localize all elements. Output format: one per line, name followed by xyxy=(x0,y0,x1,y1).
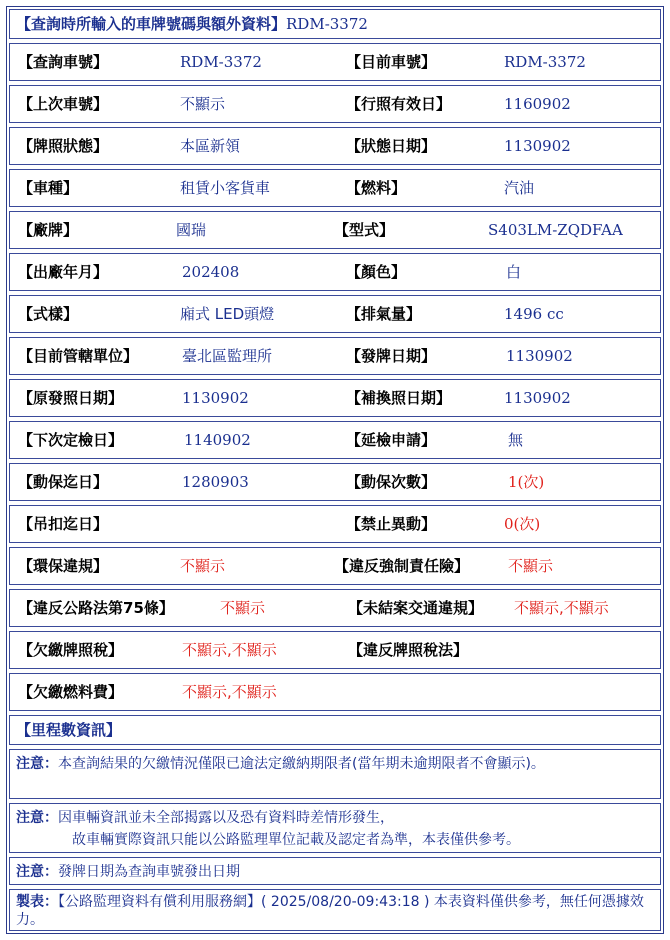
row-original-license-date xyxy=(9,379,661,417)
value-license-valid-date: 1160902 xyxy=(504,95,571,113)
value-transfer-ban: 0(次) xyxy=(504,515,541,533)
value-reissue-date: 1130902 xyxy=(504,389,571,407)
label-original-license-date: 【原發照日期】 xyxy=(18,389,124,407)
row-next-inspection xyxy=(9,421,661,459)
row-movable-security xyxy=(9,463,661,501)
note-data-disclaimer xyxy=(9,803,661,853)
label-manufacture-date: 【出廠年月】 xyxy=(18,263,109,281)
label-query-plate: 【查詢車號】 xyxy=(18,53,109,71)
value-jurisdiction: 臺北區監理所 xyxy=(182,347,273,365)
note-disclaimer-line1: 因車輛資訊並未全部揭露以及恐有資料時差情形發生， xyxy=(58,810,394,826)
value-color: 白 xyxy=(506,263,522,281)
row-jurisdiction xyxy=(9,337,661,375)
label-body-style: 【式樣】 xyxy=(18,305,79,323)
value-next-inspection: 1140902 xyxy=(184,431,251,449)
value-plate-status: 本區新領 xyxy=(180,137,241,155)
value-query-plate: RDM-3372 xyxy=(180,53,262,71)
row-suspension xyxy=(9,505,661,543)
note-issue-date xyxy=(9,857,661,885)
value-fuel-fee-arrears: 不顯示,不顯示 xyxy=(182,683,277,701)
note-issue-date-text: 發牌日期為查詢車號發出日期 xyxy=(58,864,240,880)
row-vehicle-type xyxy=(9,169,661,207)
value-env-violation: 不顯示 xyxy=(180,557,226,575)
label-inspection-deferral: 【延檢申請】 xyxy=(346,431,437,449)
row-fuel-fee-arrears xyxy=(9,673,661,711)
note-disclaimer-key: 注意： xyxy=(16,810,58,826)
label-jurisdiction: 【目前管轄單位】 xyxy=(18,347,139,365)
label-brand: 【廠牌】 xyxy=(18,221,79,239)
row-plate-status xyxy=(9,127,661,165)
value-current-plate: RDM-3372 xyxy=(504,53,586,71)
label-model: 【型式】 xyxy=(334,221,395,239)
value-status-date: 1130902 xyxy=(504,137,571,155)
label-open-traffic-violations: 【未結案交通違規】 xyxy=(348,599,484,617)
row-manufacture-date xyxy=(9,253,661,291)
label-previous-plate: 【上次車號】 xyxy=(18,95,109,113)
value-brand: 國瑞 xyxy=(176,221,207,239)
label-next-inspection: 【下次定檢日】 xyxy=(18,431,124,449)
label-license-tax-violation: 【違反牌照稅法】 xyxy=(348,641,469,659)
row-brand xyxy=(9,211,661,249)
label-status-date: 【狀態日期】 xyxy=(346,137,437,155)
note-arrears xyxy=(9,749,661,799)
note-issue-date-key: 注意： xyxy=(16,864,58,880)
note-disclaimer-line2: 故車輛實際資訊只能以公路監理單位記載及認定者為準，本表僅供參考。 xyxy=(72,832,520,848)
report-title-label: 【查詢時所輸入的車牌號碼與額外資料】 xyxy=(16,15,287,33)
value-movable-security-end: 1280903 xyxy=(182,473,249,491)
row-previous-plate xyxy=(9,85,661,123)
mileage-section-header: 【里程數資訊】 xyxy=(9,715,661,745)
value-previous-plate: 不顯示 xyxy=(180,95,226,113)
label-env-violation: 【環保違規】 xyxy=(18,557,109,575)
label-displacement: 【排氣量】 xyxy=(346,305,422,323)
label-plate-status: 【牌照狀態】 xyxy=(18,137,109,155)
label-movable-security-count: 【動保次數】 xyxy=(346,473,437,491)
footer-key: 製表： xyxy=(16,894,58,910)
note-arrears-key: 注意： xyxy=(16,756,58,772)
row-highway-act-violation xyxy=(9,589,661,627)
vehicle-report-frame xyxy=(6,6,664,934)
label-compulsory-insurance-violation: 【違反強制責任險】 xyxy=(334,557,470,575)
value-issue-date: 1130902 xyxy=(506,347,573,365)
row-license-tax-arrears xyxy=(9,631,661,669)
value-displacement: 1496 cc xyxy=(504,305,564,323)
value-inspection-deferral: 無 xyxy=(508,431,524,449)
label-movable-security-end: 【動保迄日】 xyxy=(18,473,109,491)
report-title-plate: RDM-3372 xyxy=(286,15,368,33)
label-highway-act-violation: 【違反公路法第75條】 xyxy=(18,599,174,617)
label-reissue-date: 【補換照日期】 xyxy=(346,389,452,407)
value-manufacture-date: 202408 xyxy=(182,263,240,281)
value-model: S403LM-ZQDFAA xyxy=(488,221,623,239)
report-title xyxy=(9,9,661,39)
label-suspension-end: 【吊扣迄日】 xyxy=(18,515,109,533)
value-compulsory-insurance-violation: 不顯示 xyxy=(508,557,554,575)
footer-text: 【公路監理資料有償利用服務網】( 2025/08/20-09:43:18 ) 本表資料僅供參考，無任何憑據效力。 xyxy=(16,894,644,928)
label-color: 【顏色】 xyxy=(346,263,407,281)
value-movable-security-count: 1(次) xyxy=(508,473,545,491)
row-body-style xyxy=(9,295,661,333)
label-fuel-fee-arrears: 【欠繳燃料費】 xyxy=(18,683,124,701)
row-env-violation xyxy=(9,547,661,585)
value-vehicle-type: 租賃小客貨車 xyxy=(180,179,271,197)
label-current-plate: 【目前車號】 xyxy=(346,53,437,71)
value-open-traffic-violations: 不顯示,不顯示 xyxy=(514,599,609,617)
report-footer xyxy=(9,889,661,931)
label-transfer-ban: 【禁止異動】 xyxy=(346,515,437,533)
value-original-license-date: 1130902 xyxy=(182,389,249,407)
label-license-valid-date: 【行照有效日】 xyxy=(346,95,452,113)
label-issue-date: 【發牌日期】 xyxy=(346,347,437,365)
label-license-tax-arrears: 【欠繳牌照稅】 xyxy=(18,641,124,659)
note-arrears-text: 本查詢結果的欠繳情況僅限已逾法定繳納期限者(當年期未逾期限者不會顯示)。 xyxy=(58,756,545,772)
value-highway-act-violation: 不顯示 xyxy=(220,599,266,617)
value-body-style: 廂式 LED頭燈 xyxy=(180,305,275,323)
value-fuel: 汽油 xyxy=(504,179,535,197)
value-license-tax-arrears: 不顯示,不顯示 xyxy=(182,641,277,659)
label-vehicle-type: 【車種】 xyxy=(18,179,79,197)
label-fuel: 【燃料】 xyxy=(346,179,407,197)
row-query-plate xyxy=(9,43,661,81)
